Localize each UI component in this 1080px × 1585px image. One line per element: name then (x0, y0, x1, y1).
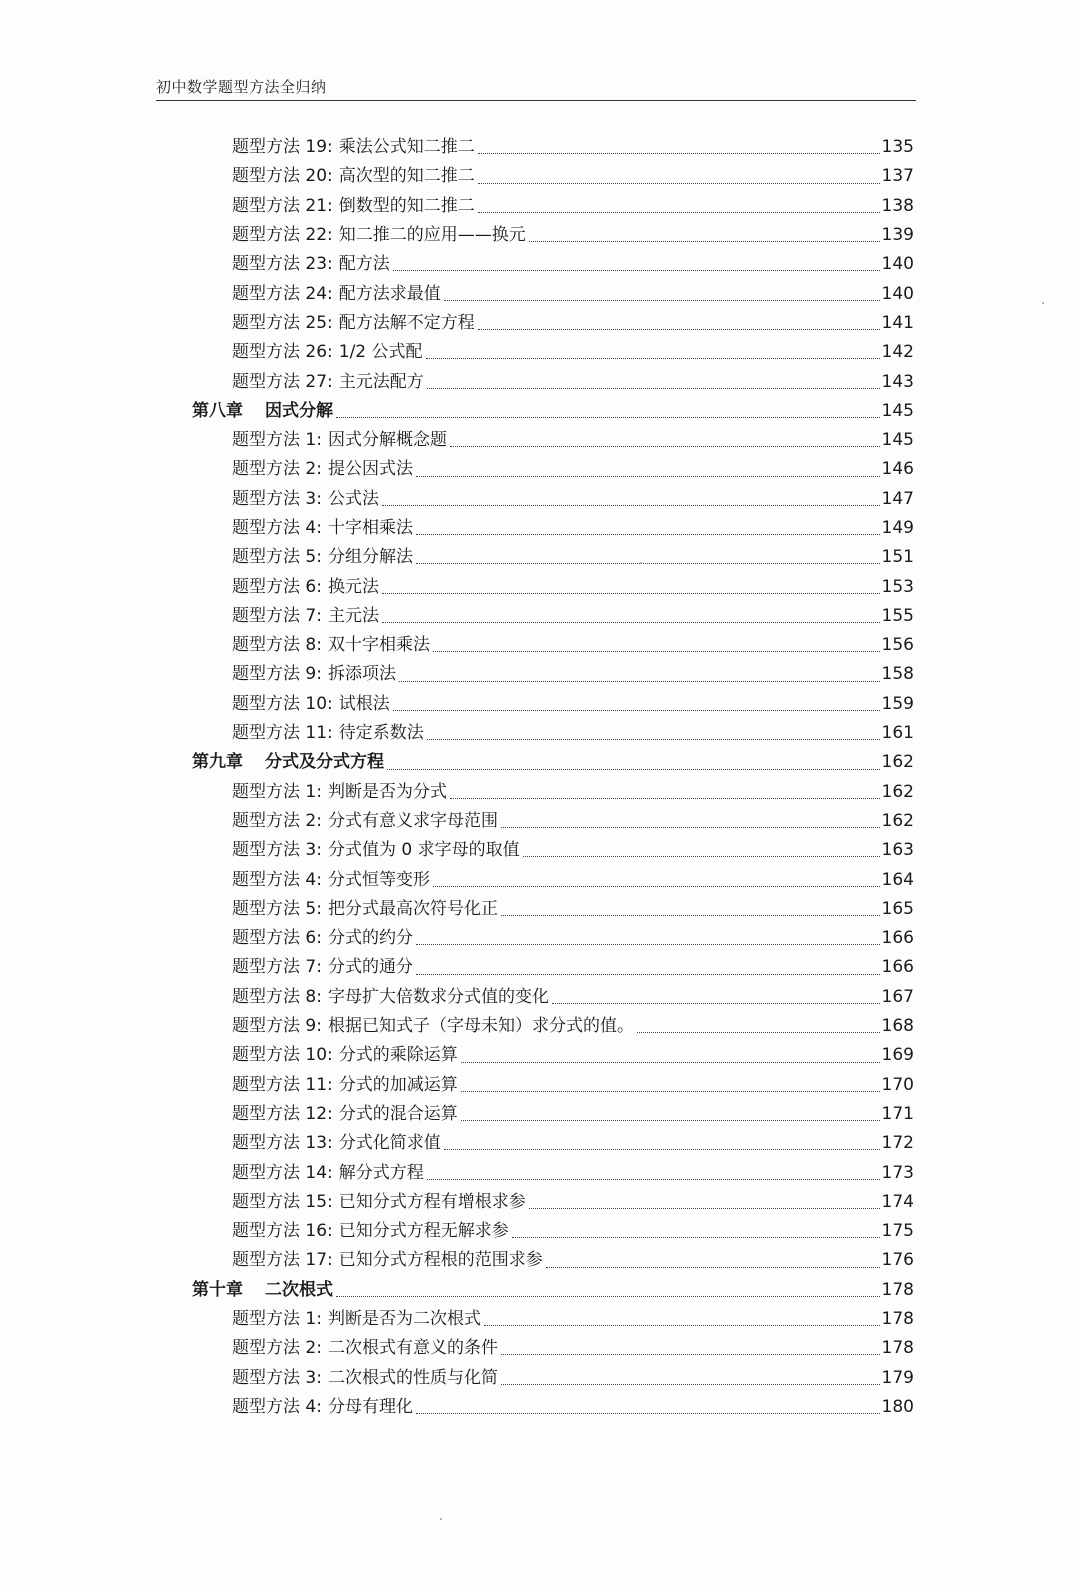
toc-entry-text (232, 195, 475, 216)
toc-method-row[interactable] (0, 1041, 914, 1070)
method-number: 题型方法 14: (232, 1162, 333, 1183)
toc-method-row[interactable] (0, 367, 914, 396)
page-number: 153 (881, 576, 914, 597)
toc-entry-text (232, 781, 447, 802)
toc-method-row[interactable] (0, 543, 914, 572)
method-number: 题型方法 11: (232, 1074, 333, 1095)
chapter-title: 因式分解 (265, 400, 333, 421)
page-number: 175 (881, 1221, 914, 1242)
method-number: 题型方法 1: (232, 1309, 322, 1330)
toc-entry-text (232, 1223, 509, 1240)
toc-method-row[interactable] (0, 221, 914, 250)
method-number: 题型方法 5: (232, 547, 322, 568)
page-number: 168 (881, 1016, 914, 1037)
method-title: 把分式最高次符号化正 (327, 898, 498, 919)
toc-entry-text (192, 400, 333, 421)
toc-entry-text (232, 1135, 441, 1152)
method-title: 已知分式方程有增根求参 (338, 1191, 526, 1212)
toc-method-row[interactable] (0, 1012, 914, 1041)
toc-entry-text (232, 1311, 481, 1328)
dot-leader (416, 534, 880, 535)
dot-leader (546, 1267, 880, 1268)
toc-method-row[interactable] (0, 953, 914, 982)
toc-method-row[interactable] (0, 426, 914, 455)
toc-entry-text (232, 549, 413, 566)
dot-leader (501, 1354, 880, 1355)
page-number: 146 (881, 459, 914, 480)
page-number: 145 (881, 400, 914, 421)
page-number: 170 (881, 1074, 914, 1095)
toc-entry-text (232, 139, 475, 156)
toc-entry-text (232, 1103, 458, 1124)
method-title: 二次根式有意义的条件 (327, 1338, 498, 1359)
toc-method-row[interactable] (0, 485, 914, 514)
method-title: 二次根式的性质与化简 (327, 1367, 498, 1388)
toc-method-row[interactable] (0, 338, 914, 367)
toc-entry-text (232, 693, 390, 714)
dot-leader (393, 710, 880, 711)
method-number: 题型方法 4: (232, 1396, 322, 1417)
page-number: 173 (881, 1162, 914, 1183)
method-number: 题型方法 25: (232, 312, 333, 333)
toc-entry-text (192, 754, 384, 771)
toc-method-row[interactable] (0, 1363, 914, 1392)
method-title: 分母有理化 (327, 1396, 413, 1417)
dot-leader (416, 563, 880, 564)
page-number: 161 (881, 723, 914, 744)
page-number: 135 (881, 137, 914, 158)
page-number: 178 (881, 1338, 914, 1359)
dot-leader (523, 856, 880, 857)
toc-method-row[interactable] (0, 572, 914, 601)
scan-speck (1042, 302, 1044, 304)
method-number: 题型方法 1: (232, 781, 322, 802)
dot-leader (501, 1384, 880, 1385)
toc-entry-text (232, 1047, 458, 1064)
method-number: 题型方法 3: (232, 488, 322, 509)
toc-method-row[interactable] (0, 660, 914, 689)
toc-entry-text (232, 1396, 413, 1417)
method-title: 分式的加减运算 (338, 1074, 458, 1095)
toc-method-row[interactable] (0, 895, 914, 924)
dot-leader (444, 300, 880, 301)
toc-entry-text (232, 312, 475, 333)
method-number: 题型方法 10: (232, 1045, 333, 1066)
toc-chapter-row[interactable] (0, 748, 914, 777)
method-number: 题型方法 2: (232, 459, 322, 480)
method-title: 高次型的知二推二 (338, 166, 475, 187)
method-number: 题型方法 8: (232, 986, 322, 1007)
toc-entry-text (232, 432, 447, 449)
toc-entry-text (232, 371, 424, 392)
toc-entry-text (232, 1340, 498, 1357)
method-title: 配方法求最值 (338, 283, 441, 304)
method-title: 解分式方程 (338, 1162, 424, 1183)
method-number: 题型方法 8: (232, 635, 322, 656)
toc-method-row[interactable] (0, 250, 914, 279)
dot-leader (637, 1032, 880, 1033)
dot-leader (336, 417, 880, 418)
method-title: 乘法公式知二推二 (338, 137, 475, 158)
dot-leader (512, 1237, 880, 1238)
dot-leader (461, 1091, 880, 1092)
method-title: 主元法配方 (338, 371, 424, 392)
method-title: 根据已知式子（字母未知）求分式的值。 (327, 1016, 634, 1037)
toc-method-row[interactable] (0, 836, 914, 865)
toc-entry-text (232, 520, 413, 537)
toc-method-row[interactable] (0, 1334, 914, 1363)
method-title: 分式的通分 (327, 957, 413, 978)
page-number: 151 (881, 547, 914, 568)
dot-leader (444, 1149, 880, 1150)
toc-method-row[interactable] (0, 1100, 914, 1129)
method-number: 题型方法 6: (232, 928, 322, 949)
method-title: 分式值为 0 求字母的取值 (327, 840, 520, 861)
method-title: 分式恒等变形 (327, 869, 430, 890)
toc-method-row[interactable] (0, 924, 914, 953)
dot-leader (387, 769, 880, 770)
dot-leader (433, 886, 880, 887)
page-number: 142 (881, 342, 914, 363)
toc-chapter-row[interactable] (0, 1276, 914, 1305)
toc-method-row[interactable] (0, 192, 914, 221)
toc-method-row[interactable] (0, 1158, 914, 1187)
dot-leader (478, 183, 880, 184)
method-number: 题型方法 15: (232, 1191, 333, 1212)
page-number: 165 (881, 898, 914, 919)
method-number: 题型方法 9: (232, 1016, 322, 1037)
toc-method-row[interactable] (0, 807, 914, 836)
dot-leader (461, 1120, 880, 1121)
method-number: 题型方法 1: (232, 430, 322, 451)
method-title: 待定系数法 (338, 723, 424, 744)
page-number: 149 (881, 518, 914, 538)
dot-leader (450, 446, 880, 447)
method-title: 公式法 (327, 488, 379, 509)
toc-entry-text (232, 842, 520, 859)
toc-chapter-row[interactable] (0, 397, 914, 426)
toc-entry-text (232, 344, 423, 361)
toc-method-row[interactable] (0, 865, 914, 894)
method-number: 题型方法 26: (232, 342, 333, 363)
table-of-contents (0, 133, 1080, 1422)
toc-entry-text (232, 898, 498, 919)
toc-method-row[interactable] (0, 279, 914, 308)
page-number: 143 (881, 371, 914, 392)
toc-entry-text (232, 869, 430, 890)
toc-method-row[interactable] (0, 719, 914, 748)
dot-leader (427, 739, 880, 740)
toc-entry-text (232, 666, 396, 683)
toc-entry-text (192, 1279, 333, 1300)
toc-entry-text (232, 461, 413, 478)
dot-leader (382, 593, 880, 594)
method-title: 拆添项法 (327, 664, 396, 685)
method-number: 题型方法 23: (232, 254, 333, 275)
toc-method-row[interactable] (0, 162, 914, 191)
page-number: 169 (881, 1045, 914, 1066)
page-number: 159 (881, 693, 914, 714)
method-number: 题型方法 22: (232, 225, 333, 246)
method-number: 题型方法 2: (232, 1338, 322, 1359)
dot-leader (399, 681, 880, 682)
method-title: 已知分式方程根的范围求参 (338, 1250, 543, 1271)
method-number: 题型方法 19: (232, 137, 333, 158)
method-title: 因式分解概念题 (327, 430, 447, 451)
toc-entry-text (232, 283, 441, 304)
toc-method-row[interactable] (0, 1246, 914, 1275)
dot-leader (552, 1003, 880, 1004)
toc-entry-text (232, 488, 379, 509)
dot-leader (484, 1325, 880, 1326)
page-number: 140 (881, 283, 914, 304)
method-title: 换元法 (327, 576, 379, 597)
running-header-title: 初中数学题型方法全归纳 (156, 78, 327, 96)
toc-method-row[interactable] (0, 455, 914, 484)
page-number: 139 (881, 225, 914, 246)
method-title: 主元法 (327, 605, 379, 626)
dot-leader (529, 241, 880, 242)
toc-method-row[interactable] (0, 602, 914, 631)
method-number: 题型方法 7: (232, 605, 322, 626)
dot-leader (416, 974, 880, 975)
dot-leader (427, 388, 880, 389)
page-number: 140 (881, 254, 914, 275)
toc-entry-text (232, 576, 379, 597)
page-number: 167 (881, 986, 914, 1007)
dot-leader (393, 270, 880, 271)
toc-method-row[interactable] (0, 1305, 914, 1334)
method-title: 配方法 (338, 254, 390, 275)
method-title: 提公因式法 (327, 459, 413, 480)
method-title: 配方法解不定方程 (338, 312, 475, 333)
method-title: 知二推二的应用——换元 (338, 225, 526, 246)
method-title: 分式的混合运算 (338, 1103, 458, 1124)
dot-leader (461, 1062, 880, 1063)
method-title: 分式有意义求字母范围 (327, 810, 498, 831)
method-number: 题型方法 3: (232, 840, 322, 861)
page-number: 178 (881, 1309, 914, 1330)
page-number: 158 (881, 664, 914, 685)
dot-leader (529, 1208, 880, 1209)
dot-leader (382, 505, 880, 506)
toc-entry-text (232, 168, 475, 185)
method-title: 双十字相乘法 (327, 635, 430, 656)
method-title: 1/2 公式配 (338, 342, 423, 363)
chapter-title: 分式及分式方程 (265, 752, 384, 773)
dot-leader (426, 358, 880, 359)
toc-entry-text (232, 1074, 458, 1095)
page-number: 156 (881, 635, 914, 656)
dot-leader (501, 827, 880, 828)
method-number: 题型方法 24: (232, 283, 333, 304)
dot-leader (416, 1413, 880, 1414)
method-title: 倒数型的知二推二 (338, 195, 475, 216)
method-title: 已知分式方程无解求参 (338, 1221, 509, 1242)
page-number: 162 (881, 752, 914, 773)
toc-entry-text (232, 1191, 526, 1212)
chapter-number: 第九章 (192, 752, 243, 773)
toc-entry-text (232, 959, 413, 976)
toc-entry-text (232, 930, 413, 947)
page-number: 172 (881, 1133, 914, 1154)
toc-entry-text (232, 725, 424, 742)
method-title: 分组分解法 (327, 547, 413, 568)
method-number: 题型方法 11: (232, 723, 333, 744)
page-number: 179 (881, 1367, 914, 1388)
toc-entry-text (232, 1018, 634, 1035)
dot-leader (382, 622, 880, 623)
page-number: 162 (881, 810, 914, 831)
chapter-title: 二次根式 (265, 1279, 333, 1300)
method-title: 十字相乘法 (327, 518, 413, 538)
page-number: 137 (881, 166, 914, 187)
method-number: 题型方法 2: (232, 810, 322, 831)
method-title: 字母扩大倍数求分式值的变化 (327, 986, 549, 1007)
method-number: 题型方法 4: (232, 869, 322, 890)
page-number: 141 (881, 312, 914, 333)
toc-method-row[interactable] (0, 983, 914, 1012)
toc-method-row[interactable] (0, 514, 914, 543)
page-number: 163 (881, 840, 914, 861)
dot-leader (336, 1296, 880, 1297)
method-title: 分式化简求值 (338, 1133, 441, 1154)
toc-entry-text (232, 810, 498, 831)
method-number: 题型方法 20: (232, 166, 333, 187)
dot-leader (416, 944, 880, 945)
method-number: 题型方法 3: (232, 1367, 322, 1388)
toc-entry-text (232, 637, 430, 654)
page-number: 166 (881, 957, 914, 978)
method-title: 判断是否为分式 (327, 781, 447, 802)
page-number: 178 (881, 1279, 914, 1300)
page-number: 145 (881, 430, 914, 451)
toc-method-row[interactable] (0, 1393, 914, 1422)
toc-method-row[interactable] (0, 778, 914, 807)
method-number: 题型方法 7: (232, 957, 322, 978)
method-number: 题型方法 6: (232, 576, 322, 597)
method-number: 题型方法 9: (232, 664, 322, 685)
page-number: 180 (881, 1396, 914, 1417)
toc-method-row[interactable] (0, 1188, 914, 1217)
toc-method-row[interactable] (0, 1071, 914, 1100)
chapter-number: 第十章 (192, 1279, 243, 1300)
method-title: 判断是否为二次根式 (327, 1309, 481, 1330)
dot-leader (433, 651, 880, 652)
page-number: 174 (881, 1191, 914, 1212)
page-number: 138 (881, 195, 914, 216)
method-number: 题型方法 27: (232, 371, 333, 392)
toc-entry-text (232, 1252, 543, 1269)
page-number: 164 (881, 869, 914, 890)
dot-leader (478, 329, 880, 330)
method-number: 题型方法 10: (232, 693, 333, 714)
toc-entry-text (232, 1367, 498, 1388)
page-number: 176 (881, 1250, 914, 1271)
page-number: 171 (881, 1103, 914, 1124)
method-title: 分式的约分 (327, 928, 413, 949)
toc-entry-text (232, 227, 526, 244)
toc-method-row[interactable] (0, 690, 914, 719)
method-title: 分式的乘除运算 (338, 1045, 458, 1066)
toc-method-row[interactable] (0, 1217, 914, 1246)
method-number: 题型方法 12: (232, 1103, 333, 1124)
method-number: 题型方法 5: (232, 898, 322, 919)
method-number: 题型方法 16: (232, 1221, 333, 1242)
dot-leader (416, 476, 880, 477)
dot-leader (450, 798, 880, 799)
toc-entry-text (232, 256, 390, 273)
method-number: 题型方法 13: (232, 1133, 333, 1154)
dot-leader (427, 1179, 880, 1180)
method-number: 题型方法 21: (232, 195, 333, 216)
page-number: 155 (881, 605, 914, 626)
method-number: 题型方法 4: (232, 518, 322, 538)
toc-entry-text (232, 605, 379, 626)
toc-entry-text (232, 1162, 424, 1183)
method-number: 题型方法 17: (232, 1250, 333, 1271)
dot-leader (501, 915, 880, 916)
chapter-number: 第八章 (192, 400, 243, 421)
dot-leader (478, 212, 880, 213)
page-number: 166 (881, 928, 914, 949)
scan-speck (640, 562, 642, 564)
page-number: 162 (881, 781, 914, 802)
header-rule (156, 100, 916, 101)
dot-leader (478, 153, 880, 154)
toc-entry-text (232, 986, 549, 1007)
scan-speck (440, 1518, 442, 1520)
toc-method-row[interactable] (0, 1129, 914, 1158)
method-title: 试根法 (338, 693, 390, 714)
toc-method-row[interactable] (0, 631, 914, 660)
page-number: 147 (881, 488, 914, 509)
toc-method-row[interactable] (0, 133, 914, 162)
toc-method-row[interactable] (0, 309, 914, 338)
